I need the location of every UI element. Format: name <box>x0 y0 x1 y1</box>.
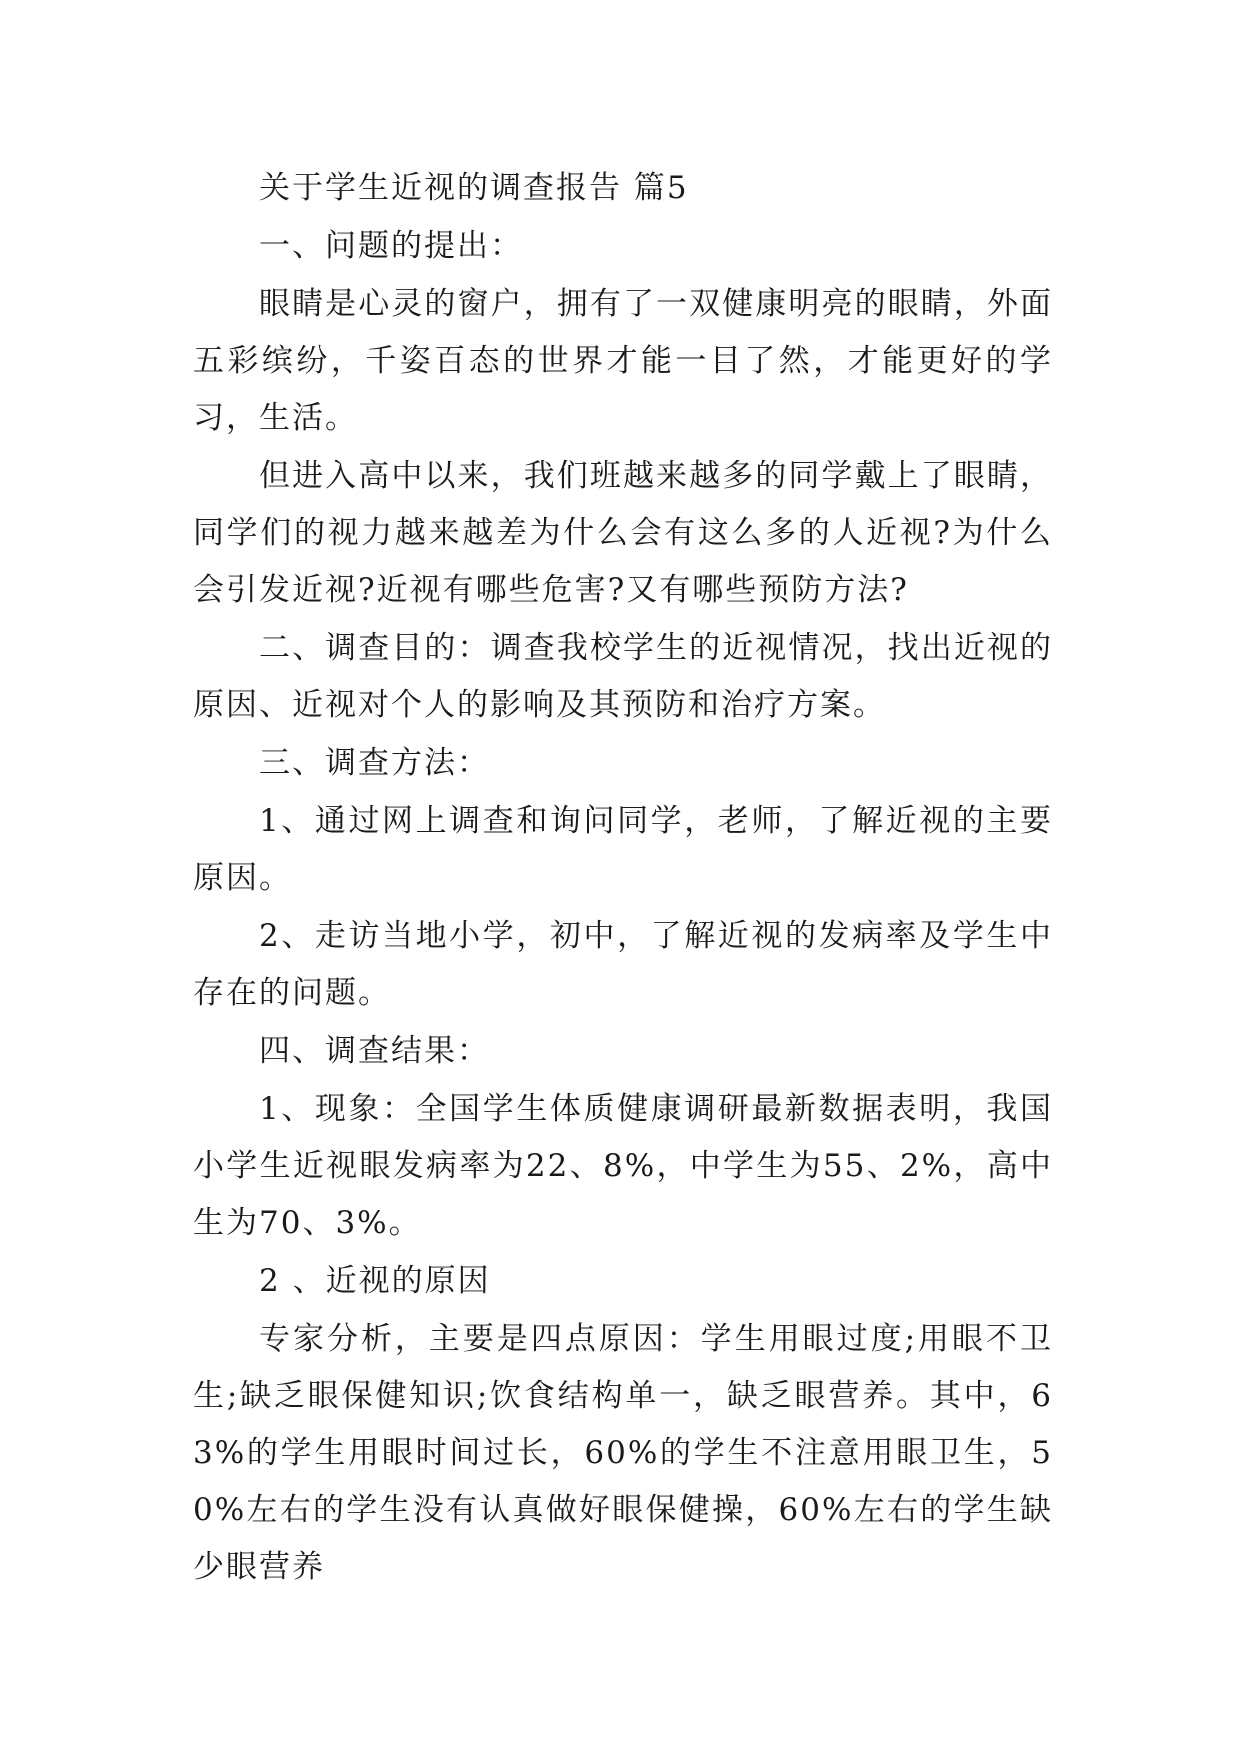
document-body <box>193 160 1053 1597</box>
section-heading-method: 三、调查方法： <box>259 745 490 781</box>
paragraph: 眼睛是心灵的窗户，拥有了一双健康明亮的眼睛，外面五彩缤纷，千姿百态的世界才能一目了然，才能更好的学习，生活。 <box>193 286 1053 436</box>
paragraph-purpose: 二、调查目的：调查我校学生的近视情况，找出近视的原因、近视对个人的影响及其预防和治疗方案。 <box>193 630 1053 723</box>
document-title: 关于学生近视的调查报告 篇5 <box>259 170 689 206</box>
paragraph-causes: 专家分析，主要是四点原因：学生用眼过度;用眼不卫生;缺乏眼保健知识;饮食结构单一，缺乏眼营养。其中，63%的学生用眼时间过长，60%的学生不注意用眼卫生，50%左右的学生没有认真做好眼保健操，60%左右的学生缺少眼营养 <box>193 1321 1053 1585</box>
paragraph-result-1: 1、现象：全国学生体质健康调研最新数据表明，我国小学生近视眼发病率为22、8%，中学生为55、2%，高中生为70、3%。 <box>193 1091 1053 1241</box>
section-heading-results: 四、调查结果： <box>259 1033 490 1069</box>
paragraph-method-2: 2、走访当地小学，初中，了解近视的发病率及学生中存在的问题。 <box>193 918 1053 1011</box>
paragraph-method-1: 1、通过网上调查和询问同学，老师，了解近视的主要原因。 <box>193 803 1053 896</box>
section-heading-problem: 一、问题的提出： <box>259 228 523 264</box>
subheading-causes: 2 、近视的原因 <box>259 1263 491 1299</box>
paragraph: 但进入高中以来，我们班越来越多的同学戴上了眼睛，同学们的视力越来越差为什么会有这么多的人近视?为什么会引发近视?近视有哪些危害?又有哪些预防方法? <box>193 458 1053 608</box>
